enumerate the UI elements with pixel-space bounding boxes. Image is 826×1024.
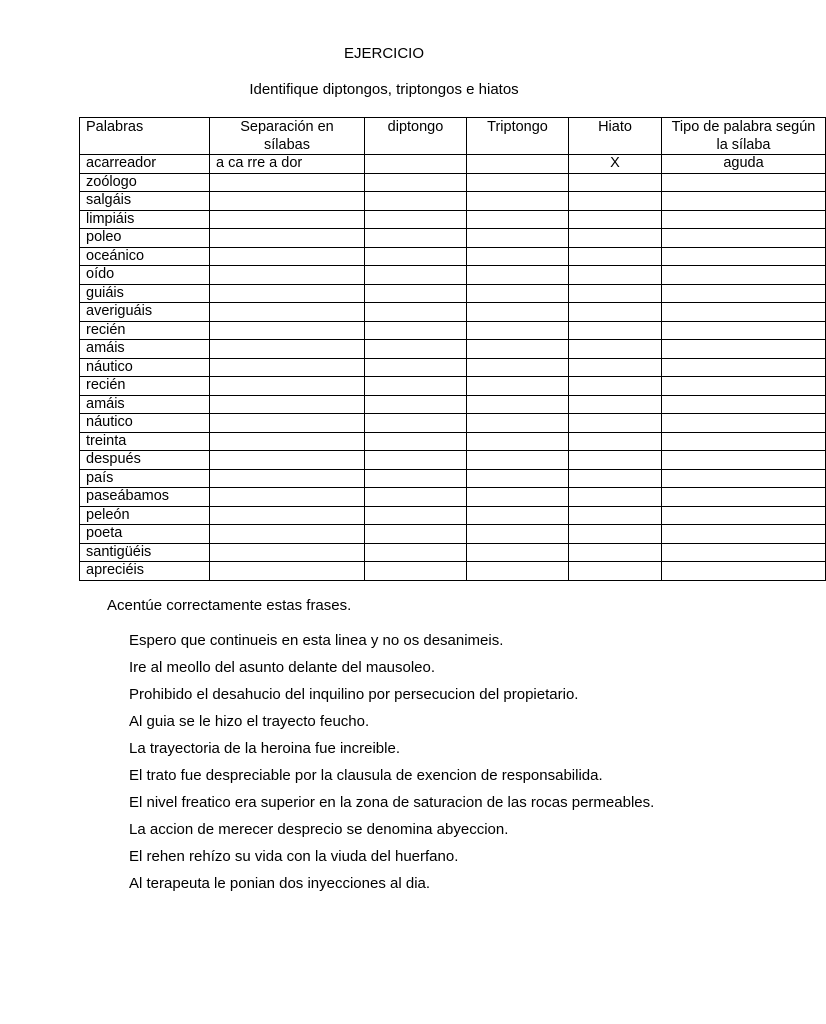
table-cell: después — [80, 451, 210, 470]
table-cell: paseábamos — [80, 488, 210, 507]
sentence-item: El trato fue despreciable por la clausula de exencion de responsabilida. — [129, 767, 603, 784]
table-cell: treinta — [80, 432, 210, 451]
table-cell — [569, 173, 662, 192]
sentence-list — [129, 631, 654, 901]
table-cell — [210, 414, 365, 433]
table-cell: santigüéis — [80, 543, 210, 562]
table-cell — [569, 414, 662, 433]
header-separacion: Separación en sílabas — [210, 118, 365, 155]
table-cell — [467, 543, 569, 562]
sentence-item: Ire al meollo del asunto delante del mausoleo. — [129, 659, 436, 676]
sentence-item: Prohibido el desahucio del inquilino por persecucion del propietario. — [129, 686, 579, 703]
table-cell: acarreador — [80, 155, 210, 174]
table-cell: zoólogo — [80, 173, 210, 192]
table-cell — [467, 247, 569, 266]
table-row — [80, 543, 826, 562]
table-cell — [662, 506, 826, 525]
table-cell — [467, 432, 569, 451]
table-cell — [569, 506, 662, 525]
table-cell — [569, 210, 662, 229]
table-cell — [467, 321, 569, 340]
table-cell — [662, 358, 826, 377]
table-cell — [569, 358, 662, 377]
table-cell — [365, 469, 467, 488]
table-cell — [210, 506, 365, 525]
header-diptongo: diptongo — [365, 118, 467, 155]
table-cell — [467, 377, 569, 396]
table-cell — [569, 321, 662, 340]
table-cell — [467, 340, 569, 359]
table-cell — [662, 395, 826, 414]
table-cell — [365, 321, 467, 340]
table-cell: náutico — [80, 414, 210, 433]
table-cell — [662, 469, 826, 488]
table-cell: poeta — [80, 525, 210, 544]
sentence-item: El rehen rehízo su vida con la viuda del huerfano. — [129, 848, 459, 865]
table-cell: salgáis — [80, 192, 210, 211]
table-cell: oceánico — [80, 247, 210, 266]
table-row — [80, 192, 826, 211]
table-cell: oído — [80, 266, 210, 285]
table-row — [80, 506, 826, 525]
table-body — [80, 155, 826, 581]
sentence-item: El nivel freatico era superior en la zona de saturacion de las rocas permeables. — [129, 794, 655, 811]
table-cell — [365, 432, 467, 451]
table-cell — [210, 266, 365, 285]
table-cell — [569, 303, 662, 322]
table-cell — [210, 321, 365, 340]
table-row — [80, 210, 826, 229]
table-cell — [365, 155, 467, 174]
table-cell — [365, 377, 467, 396]
table-cell — [210, 543, 365, 562]
table-cell — [365, 525, 467, 544]
table-cell — [662, 303, 826, 322]
table-row — [80, 303, 826, 322]
table-cell — [569, 377, 662, 396]
table-cell — [569, 488, 662, 507]
table-cell — [210, 303, 365, 322]
table-cell: peleón — [80, 506, 210, 525]
table-cell — [467, 395, 569, 414]
table-cell — [662, 562, 826, 581]
table-row — [80, 414, 826, 433]
table-cell: amáis — [80, 340, 210, 359]
table-row — [80, 155, 826, 174]
table-cell — [210, 340, 365, 359]
table-cell — [365, 210, 467, 229]
table-cell — [662, 266, 826, 285]
table-row — [80, 451, 826, 470]
table-cell — [210, 451, 365, 470]
table-cell — [467, 210, 569, 229]
table-cell: guiáis — [80, 284, 210, 303]
table-cell — [467, 173, 569, 192]
table-cell — [662, 284, 826, 303]
table-cell — [467, 229, 569, 248]
table-row — [80, 562, 826, 581]
table-cell: X — [569, 155, 662, 174]
table-row — [80, 321, 826, 340]
table-cell: aguda — [662, 155, 826, 174]
table-row — [80, 377, 826, 396]
table-cell — [210, 562, 365, 581]
table-cell — [569, 192, 662, 211]
table-cell — [569, 266, 662, 285]
table-cell — [365, 303, 467, 322]
table-cell — [210, 284, 365, 303]
table-cell — [662, 525, 826, 544]
table-cell — [210, 432, 365, 451]
table-header-row — [80, 118, 826, 155]
table-cell — [365, 451, 467, 470]
table-cell: país — [80, 469, 210, 488]
table-row — [80, 229, 826, 248]
header-tipo-palabra: Tipo de palabra según la sílaba — [662, 118, 826, 155]
table-cell — [365, 247, 467, 266]
table-cell: averiguáis — [80, 303, 210, 322]
table-cell — [365, 173, 467, 192]
table-cell — [210, 229, 365, 248]
sentence-item: La accion de merecer desprecio se denomina abyeccion. — [129, 821, 509, 838]
table-row — [80, 247, 826, 266]
table-cell — [210, 192, 365, 211]
table-cell — [365, 488, 467, 507]
table-cell — [662, 321, 826, 340]
table-cell — [365, 229, 467, 248]
table-cell — [365, 562, 467, 581]
table-cell: apreciéis — [80, 562, 210, 581]
table-row — [80, 469, 826, 488]
header-triptongo: Triptongo — [467, 118, 569, 155]
table-cell — [467, 155, 569, 174]
page-subtitle: Identifique diptongos, triptongos e hiatos — [249, 81, 519, 98]
table-cell — [662, 432, 826, 451]
table-row — [80, 525, 826, 544]
table-cell — [662, 192, 826, 211]
header-hiato: Hiato — [569, 118, 662, 155]
table-cell — [467, 358, 569, 377]
table-cell — [662, 229, 826, 248]
table-row — [80, 488, 826, 507]
table-cell — [662, 488, 826, 507]
table-cell — [662, 543, 826, 562]
table-cell — [210, 469, 365, 488]
table-cell — [569, 229, 662, 248]
table-row — [80, 173, 826, 192]
table-cell — [210, 247, 365, 266]
table-cell — [365, 543, 467, 562]
table-cell — [210, 488, 365, 507]
table-cell — [365, 506, 467, 525]
table-cell — [467, 506, 569, 525]
table-cell — [365, 414, 467, 433]
table-cell — [662, 451, 826, 470]
table-cell — [210, 173, 365, 192]
sentence-item: Al terapeuta le ponian dos inyecciones al dia. — [129, 875, 431, 892]
table-cell — [569, 562, 662, 581]
table-cell — [662, 210, 826, 229]
table-cell — [365, 266, 467, 285]
table-row — [80, 340, 826, 359]
sentence-item: Al guia se le hizo el trayecto feucho. — [129, 713, 370, 730]
table-cell — [662, 173, 826, 192]
table-cell — [467, 488, 569, 507]
table-cell — [467, 414, 569, 433]
table-cell — [467, 451, 569, 470]
table-cell — [467, 284, 569, 303]
table-cell: a ca rre a dor — [210, 155, 365, 174]
table-cell — [365, 358, 467, 377]
sentence-item: Espero que continueis en esta linea y no os desanimeis. — [129, 632, 504, 649]
table-row — [80, 432, 826, 451]
table-cell — [569, 525, 662, 544]
table-cell — [467, 192, 569, 211]
table-cell — [210, 395, 365, 414]
table-cell — [467, 525, 569, 544]
table-cell: poleo — [80, 229, 210, 248]
table-cell: náutico — [80, 358, 210, 377]
table-cell — [467, 469, 569, 488]
table-cell — [569, 340, 662, 359]
table-cell — [569, 284, 662, 303]
table-cell — [569, 543, 662, 562]
table-cell — [210, 210, 365, 229]
table-cell — [365, 340, 467, 359]
table-cell — [662, 414, 826, 433]
table-cell: recién — [80, 377, 210, 396]
table-row — [80, 395, 826, 414]
table-row — [80, 284, 826, 303]
table-cell — [569, 395, 662, 414]
table-cell — [210, 377, 365, 396]
table-cell — [467, 562, 569, 581]
header-palabras: Palabras — [80, 118, 210, 155]
table-cell: amáis — [80, 395, 210, 414]
table-cell — [210, 525, 365, 544]
table-cell — [467, 303, 569, 322]
sentence-item: La trayectoria de la heroina fue increible. — [129, 740, 400, 757]
table-cell: limpiáis — [80, 210, 210, 229]
table-cell — [365, 395, 467, 414]
table-cell — [569, 432, 662, 451]
table-cell — [569, 247, 662, 266]
table-cell — [569, 451, 662, 470]
table-cell: recién — [80, 321, 210, 340]
table-cell — [662, 340, 826, 359]
table-cell — [365, 192, 467, 211]
table-cell — [662, 247, 826, 266]
table-cell — [467, 266, 569, 285]
table-cell — [662, 377, 826, 396]
table-cell — [210, 358, 365, 377]
table-row — [80, 358, 826, 377]
table-cell — [569, 469, 662, 488]
page-title: EJERCICIO — [343, 45, 424, 62]
table-row — [80, 266, 826, 285]
exercise-table — [79, 117, 826, 581]
section-title: Acentúe correctamente estas frases. — [107, 597, 352, 614]
table-cell — [365, 284, 467, 303]
